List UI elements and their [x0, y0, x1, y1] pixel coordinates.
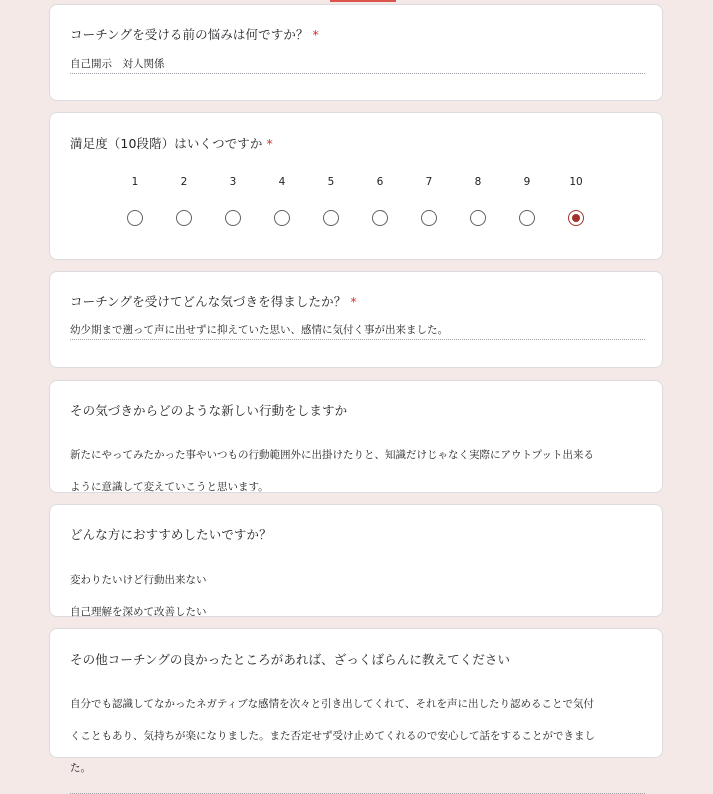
required-asterisk: *: [312, 27, 319, 42]
scale-label-8: 8: [474, 176, 482, 188]
answer-field-awareness[interactable]: 幼少期まで遡って声に出せずに抑えていた思い、感情に気付く事が出来ました。: [70, 322, 645, 340]
scale-label-3: 3: [229, 176, 237, 188]
question-card-awareness: [49, 271, 663, 368]
required-asterisk: *: [266, 136, 273, 151]
scale-label-5: 5: [327, 176, 335, 188]
required-asterisk: *: [350, 294, 357, 309]
question-text: コーチングを受けてどんな気づきを得ましたか？: [70, 294, 347, 309]
scale-radio-10[interactable]: [568, 210, 584, 226]
answer-line: 新たにやってみたかった事やいつもの行動範囲外に出掛けたりと、知識だけじゃなく実際にアウトプット出来る: [70, 449, 594, 461]
question-text: コーチングを受ける前の悩みは何ですか？: [70, 27, 309, 42]
scale-label-1: 1: [131, 176, 139, 188]
scale-radio-1[interactable]: [127, 210, 143, 226]
scale-label-4: 4: [278, 176, 286, 188]
scale-label-9: 9: [523, 176, 531, 188]
answer-line: 変わりたいけど行動出来ない: [70, 574, 207, 586]
question-title-new-action: [70, 401, 347, 419]
answer-field-new-action[interactable]: [70, 431, 645, 513]
scale-label-10: 10: [569, 176, 583, 188]
scale-radio-2[interactable]: [176, 210, 192, 226]
question-text: その気づきからどのような新しい行動をしますか: [70, 403, 348, 418]
question-title-other-feedback: [70, 650, 510, 668]
scale-radio-5[interactable]: [323, 210, 339, 226]
scale-radio-8[interactable]: [470, 210, 486, 226]
question-title-concern: [70, 25, 319, 43]
answer-field-concern[interactable]: 自己開示 対人関係: [70, 56, 645, 74]
answer-field-recommend[interactable]: [70, 556, 645, 638]
scale-label-2: 2: [180, 176, 188, 188]
question-title-satisfaction: [70, 134, 273, 152]
answer-line: 自分でも認識してなかったネガティブな感情を次々と引き出してくれて、それを声に出したり認めることで気付: [70, 698, 594, 710]
question-card-new-action: [49, 380, 663, 493]
answer-line: ように意識して変えていこうと思います。: [70, 481, 269, 493]
scale-radio-4[interactable]: [274, 210, 290, 226]
answer-line: 自己理解を深めて改善したい: [70, 606, 207, 618]
question-card-other-feedback: [49, 628, 663, 774]
question-card-satisfaction: [49, 112, 663, 260]
question-text: 満足度（10段階）はいくつですか: [70, 136, 263, 151]
question-card-recommend: [49, 504, 663, 617]
question-card-concern: [49, 4, 663, 101]
form-accent-bar: [330, 0, 396, 2]
scale-label-7: 7: [425, 176, 433, 188]
question-text: その他コーチングの良かったところがあれば、ざっくばらんに教えてください: [70, 652, 511, 667]
question-text: どんな方におすすめしたいですか？: [70, 527, 272, 542]
answer-line: た。: [70, 762, 91, 774]
scale-radio-7[interactable]: [421, 210, 437, 226]
scale-radio-9[interactable]: [519, 210, 535, 226]
answer-line: くこともあり、気持ちが楽になりました。また否定せず受け止めてくれるので安心して話をすることができまし: [70, 730, 595, 742]
scale-radio-6[interactable]: [372, 210, 388, 226]
scale-radio-3[interactable]: [225, 210, 241, 226]
answer-field-other-feedback[interactable]: [70, 680, 645, 794]
question-title-awareness: [70, 292, 357, 310]
question-title-recommend: [70, 525, 272, 543]
scale-label-6: 6: [376, 176, 384, 188]
